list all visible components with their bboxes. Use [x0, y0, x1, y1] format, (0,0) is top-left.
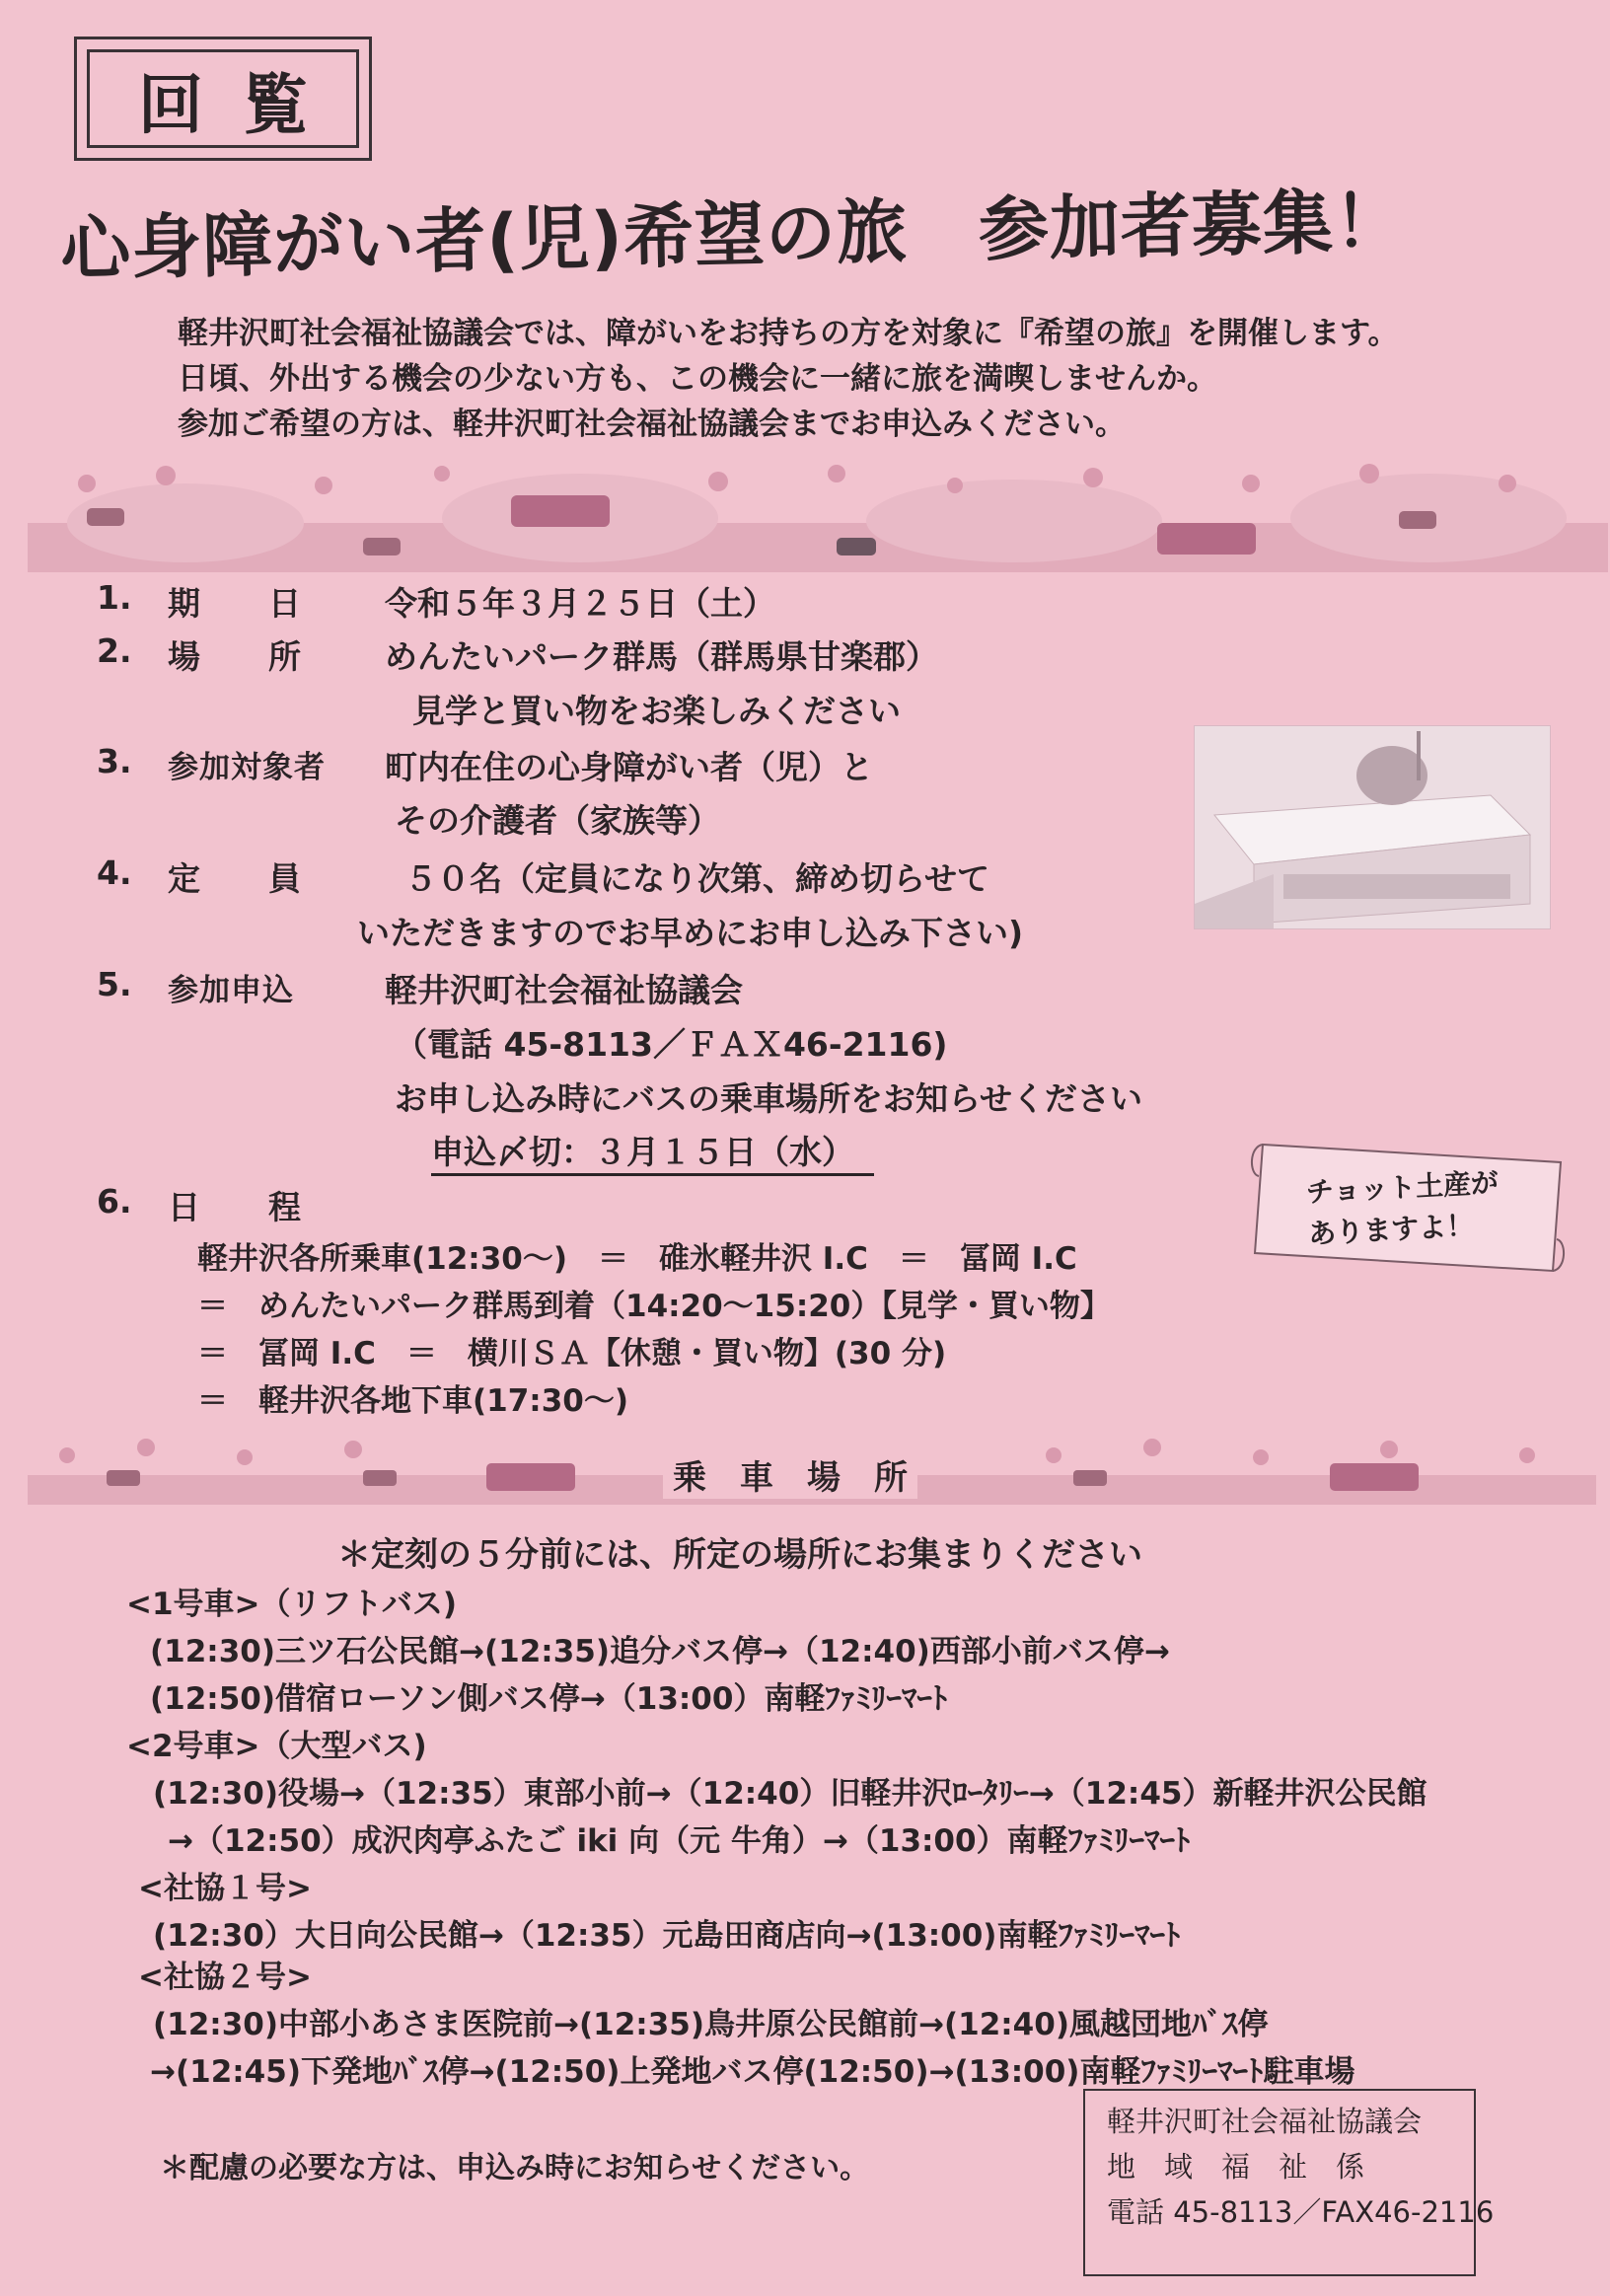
date-value: 令和５年３月２５日（土） [385, 584, 775, 623]
place-sub: 見学と買い物をお楽しみください [412, 692, 901, 730]
bus-group-1-name: <1号車>（リフトバス) [126, 1587, 458, 1622]
apply-deadline: 申込〆切：３月１５日（水） [431, 1127, 874, 1176]
place-num: 2. [97, 631, 132, 670]
intro-line-1: 軽井沢町社会福祉協議会では、障がいをお持ちの方を対象に『希望の旅』を開催します。 [178, 316, 1399, 351]
boarding-notice: ＊定刻の５分前には、所定の場所にお集まりください [337, 1535, 1142, 1575]
schedule-line-2: ＝ めんたいパーク群馬到着（14:20〜15:20）【見学・買い物】 [197, 1289, 1111, 1324]
place-value: めんたいパーク群馬（群馬県甘楽郡） [385, 637, 938, 676]
intro-line-2: 日頃、外出する機会の少ない方も、この機会に一緒に旅を満喫しませんか。 [178, 361, 1217, 397]
bus-group-3-line-1: (12:30）大日向公民館→（12:35）元島田商店向→(13:00)南軽ﾌｧﾐﾘｰﾏｰﾄ [153, 1918, 1181, 1954]
bus-group-2-line-1: (12:30)役場→（12:35）東部小前→（12:40）旧軽井沢ﾛｰﾀﾘｰ→（12:45）新軽井沢公民館 [153, 1776, 1427, 1812]
apply-label: 参加申込 [168, 973, 294, 1008]
apply-value: 軽井沢町社会福祉協議会 [385, 971, 743, 1009]
bus-group-2-line-2: →（12:50）成沢肉亭ふたご iki 向（元 牛角）→（13:00）南軽ﾌｧﾐﾘｰﾏｰﾄ [168, 1823, 1191, 1859]
kairan-stamp [74, 37, 372, 161]
date-label: 期 日 [168, 584, 302, 623]
page-title: 心身障がい者(児)希望の旅 参加者募集！ [59, 180, 1406, 290]
apply-note: お申し込み時にバスの乗車場所をお知らせください [395, 1079, 1143, 1118]
bus-group-1-line-2: (12:50)借宿ローソン側バス停→（13:00）南軽ﾌｧﾐﾘｰﾏｰﾄ [150, 1681, 948, 1717]
place-label: 場 所 [168, 637, 302, 676]
contact-dept: 地 域 福 祉 係 [1107, 2150, 1365, 2184]
bus-group-3-name: <社協１号> [138, 1871, 312, 1906]
bus-group-4-name: <社協２号> [138, 1960, 312, 1995]
contact-box [1083, 2089, 1495, 2276]
decorative-town-band [28, 464, 1608, 572]
schedule-line-1: 軽井沢各所乗車(12:30〜) ＝ 碓氷軽井沢 I.C ＝ 冨岡 I.C [197, 1241, 1077, 1277]
schedule-line-4: ＝ 軽井沢各地下車(17:30〜) [197, 1383, 629, 1419]
target-value: 町内在住の心身障がい者（児）と [385, 748, 873, 786]
boarding-heading: 乗 車 場 所 [663, 1450, 917, 1499]
target-label: 参加対象者 [168, 750, 326, 785]
capacity-sub: いただきますのでお早めにお申し込み下さい) [357, 914, 1024, 952]
menta-park-photo [1194, 725, 1551, 929]
bus-group-4-line-1: (12:30)中部小あさま医院前→(12:35)鳥井原公民館前→(12:40)風越団地ﾊﾞｽ停 [153, 2007, 1269, 2042]
apply-phone: （電話 45-8113／ＦＡＸ46-2116) [395, 1025, 948, 1064]
schedule-num: 6. [97, 1182, 132, 1221]
apply-num: 5. [97, 965, 132, 1003]
date-num: 1. [97, 578, 132, 617]
intro-line-3: 参加ご希望の方は、軽井沢町社会福祉協議会までお申込みください。 [178, 407, 1126, 442]
bus-group-4-line-2: →(12:45)下発地ﾊﾞｽ停→(12:50)上発地バス停(12:50)→(13:00)南軽ﾌｧﾐﾘｰﾏｰﾄ駐車場 [150, 2054, 1355, 2090]
footer-note: ＊配慮の必要な方は、申込み時にお知らせください。 [160, 2151, 870, 2185]
capacity-label: 定 員 [168, 859, 302, 898]
bus-group-1-line-1: (12:30)三ツ石公民館→(12:35)追分バス停→（12:40)西部小前バス停→ [150, 1634, 1170, 1669]
target-num: 3. [97, 742, 132, 780]
callout-line-2: ありますよ！ [1307, 1209, 1475, 1251]
callout-line-1: チョット土産が [1305, 1165, 1500, 1210]
contact-org: 軽井沢町社会福祉協議会 [1107, 2105, 1423, 2138]
target-sub: その介護者（家族等） [395, 801, 720, 840]
schedule-label: 日 程 [168, 1188, 302, 1226]
contact-phone: 電話 45-8113／FAX46-2116 [1107, 2195, 1495, 2229]
callout-text [1305, 1162, 1501, 1255]
capacity-num: 4. [97, 853, 132, 892]
stamp-label: 回覧 [87, 49, 359, 148]
bus-group-2-name: <2号車>（大型バス) [126, 1729, 427, 1764]
capacity-value: ５０名（定員になり次第、締め切らせて [404, 859, 990, 898]
schedule-line-3: ＝ 冨岡 I.C ＝ 横川ＳＡ【休憩・買い物】(30 分) [197, 1336, 947, 1371]
